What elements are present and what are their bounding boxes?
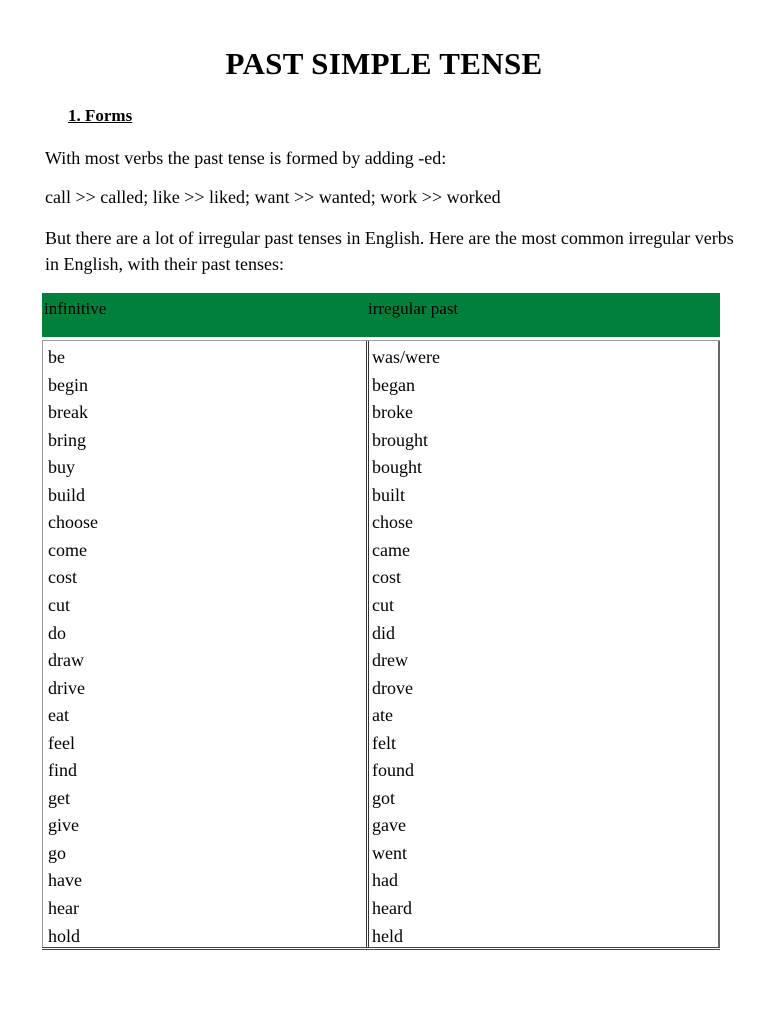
- infinitive-cell: go: [48, 842, 66, 863]
- infinitive-cell: get: [48, 787, 70, 808]
- infinitive-cell: have: [48, 870, 82, 891]
- past-cell: drew: [372, 650, 408, 671]
- past-cell: held: [372, 925, 403, 946]
- past-cell: chose: [372, 512, 413, 533]
- infinitive-cell: choose: [48, 512, 98, 533]
- infinitive-cell: hold: [48, 925, 81, 946]
- past-cell: heard: [372, 898, 412, 918]
- past-cell: gave: [372, 815, 406, 836]
- irregular-verbs-table: [42, 293, 720, 950]
- infinitive-cell: do: [48, 622, 66, 643]
- table-body: [42, 340, 720, 950]
- infinitive-cell: buy: [48, 457, 75, 478]
- past-cell: got: [372, 787, 396, 808]
- infinitive-cell: feel: [48, 732, 75, 753]
- past-cell: found: [372, 760, 414, 781]
- infinitive-cell: come: [48, 539, 87, 560]
- infinitive-cell: bring: [48, 429, 86, 450]
- past-cell: was/were: [372, 347, 440, 367]
- past-cell: had: [372, 870, 398, 891]
- past-cell: brought: [372, 429, 428, 450]
- paragraph-irregular: But there are a lot of irregular past tenses in English. Here are the most common irregular verbs in English, with their past tenses:: [45, 228, 734, 274]
- past-cell: came: [372, 539, 410, 560]
- infinitive-cell: draw: [48, 650, 84, 671]
- infinitive-cell: build: [48, 484, 86, 505]
- infinitive-cell: break: [48, 402, 88, 423]
- section-heading: 1. Forms: [68, 106, 133, 125]
- past-cell: bought: [372, 457, 423, 478]
- past-cell: cut: [372, 594, 394, 615]
- header-infinitive: infinitive: [44, 299, 107, 318]
- header-irregular-past: irregular past: [368, 299, 459, 318]
- past-cell: built: [372, 484, 406, 505]
- table-header: [42, 293, 720, 337]
- past-cell: cost: [372, 567, 401, 588]
- past-cell: ate: [372, 705, 393, 726]
- infinitive-cell: cut: [48, 594, 70, 615]
- past-cell: broke: [372, 402, 413, 423]
- infinitive-cell: find: [48, 760, 77, 781]
- infinitive-cell: hear: [48, 898, 79, 918]
- infinitive-cell: drive: [48, 677, 85, 698]
- infinitive-cell: eat: [48, 705, 69, 726]
- paragraph-examples: call >> called; like >> liked; want >> wanted; work >> worked: [45, 187, 501, 207]
- past-column: [366, 341, 720, 947]
- past-cell: went: [372, 842, 407, 863]
- infinitive-cell: be: [48, 347, 65, 367]
- past-cell: began: [372, 374, 415, 395]
- infinitive-column: [42, 341, 365, 947]
- infinitive-cell: cost: [48, 567, 77, 588]
- past-cell: did: [372, 622, 396, 643]
- paragraph-intro: With most verbs the past tense is formed by adding -ed:: [45, 148, 447, 168]
- infinitive-cell: begin: [48, 374, 88, 395]
- page-title: PAST SIMPLE TENSE: [225, 46, 543, 81]
- infinitive-cell: give: [48, 815, 79, 836]
- past-cell: drove: [372, 677, 413, 698]
- past-cell: felt: [372, 732, 396, 753]
